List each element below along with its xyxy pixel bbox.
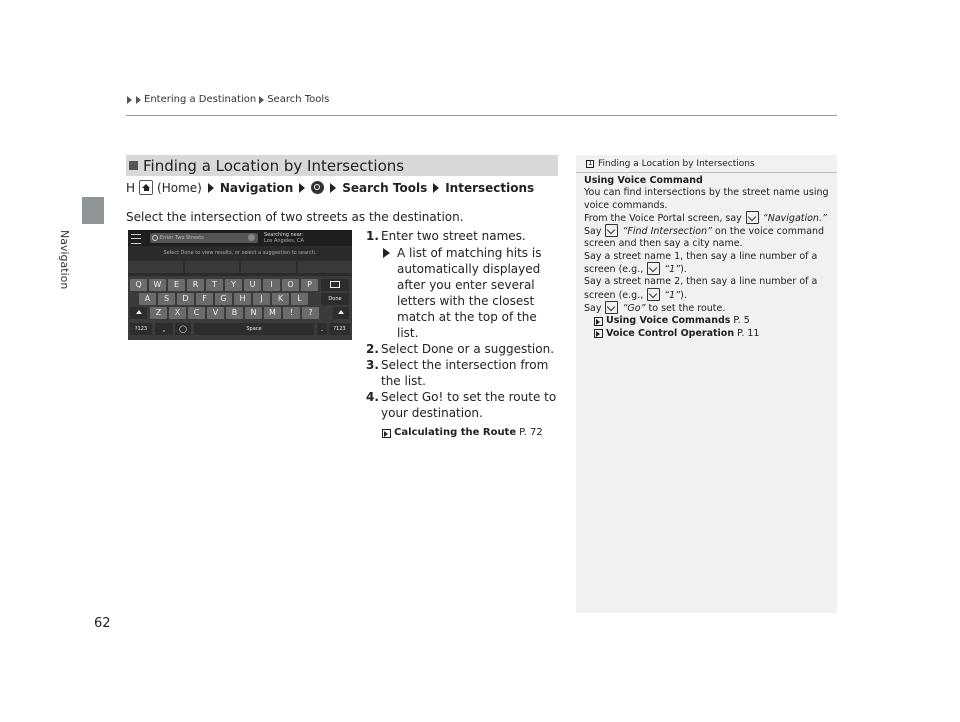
step-1: 1. Enter two street names. A list of matching hits is automatically displayed after you enter several letters with the closest match at the top of the list. [366,228,560,341]
search-input[interactable]: Enter Two Streets [150,233,258,243]
steps-list [366,228,560,441]
key[interactable]: K [272,293,289,305]
cross-reference[interactable]: Calculating the Route P. 72 [366,425,560,441]
path-item-intersections: Intersections [445,180,535,195]
screen-hint: Select Done to view results, or select a suggestion to search. [163,250,317,256]
sidebar-body: Using Voice Command You can find intersections by the street name using voice commands. From the Voice Portal screen, say “Navigation.” Say “Find Intersection” on the voice command screen and then say a city name. Say a street name 1, then say a line number of a screen (e.g., “1”). Say a street name 2, then say a line number of a screen (e.g., “1”). Say “Go” to set the route. Using Voice Commands P. 5 Voice Control Operation P. 11 [584,175,832,340]
talk-icon [605,301,618,314]
step-3: 3. Select the intersection from the list. [366,358,549,388]
suggestion-list [128,261,352,273]
shift-key-right[interactable] [333,307,349,319]
arrow-icon [433,183,439,193]
talk-icon [605,224,618,237]
search-icon [311,181,324,194]
intro-text: Select the intersection of two streets as the destination. [126,210,464,224]
cross-reference[interactable]: Using Voice Commands P. 5 [584,315,832,327]
comma-key[interactable]: , [155,323,173,335]
cross-reference[interactable]: Voice Control Operation P. 11 [584,328,832,340]
key[interactable]: E [168,279,185,291]
key[interactable]: N [245,307,262,319]
numbers-key-left[interactable]: ?123 [130,323,152,335]
key[interactable]: D [177,293,194,305]
globe-icon: ◯ [179,325,187,333]
section-square-icon [129,161,138,170]
key[interactable]: M [264,307,281,319]
page-number: 62 [94,616,111,631]
key[interactable]: L [291,293,308,305]
section-heading [126,155,558,176]
result-arrow-icon [383,248,390,258]
key[interactable]: F [196,293,213,305]
header-divider [126,115,837,116]
key[interactable]: O [282,279,299,291]
shift-icon [338,310,344,314]
shift-key-left[interactable] [130,307,147,319]
key[interactable]: J [253,293,270,305]
key[interactable]: I [263,279,280,291]
step-4: 4. Select Go! to set the route to your destination. [366,390,557,420]
menu-icon[interactable] [131,234,141,244]
ui-done: Done [421,342,454,356]
chapter-label: Navigation [57,230,71,290]
arrow-icon [259,96,264,104]
chapter-tab [82,197,104,224]
notes-sidebar [576,155,837,613]
key[interactable]: S [158,293,175,305]
arrow-icon [136,96,141,104]
key[interactable]: W [149,279,166,291]
key[interactable]: H [234,293,251,305]
breadcrumb-item: Entering a Destination [144,94,257,105]
key[interactable]: B [226,307,243,319]
language-key[interactable] [175,323,191,335]
arrow-icon [208,183,214,193]
key[interactable]: V [207,307,224,319]
key[interactable]: P [301,279,318,291]
clear-icon[interactable] [248,234,255,241]
talk-icon [647,262,660,275]
key[interactable]: ! [283,307,300,319]
menu-path [126,180,534,195]
backspace-key[interactable] [321,279,349,291]
arrow-icon [299,183,305,193]
key[interactable]: T [206,279,223,291]
reference-arrow-icon [594,317,603,326]
key[interactable]: X [169,307,186,319]
searching-near: Searching near: Los Angeles, CA [264,232,304,244]
reference-arrow-icon [382,429,391,438]
talk-icon [746,211,759,224]
key[interactable]: Y [225,279,242,291]
home-icon [139,180,153,195]
key[interactable]: A [139,293,156,305]
done-key[interactable]: Done [321,293,349,305]
note-marker-icon [586,160,594,168]
arrow-icon [330,183,336,193]
numbers-key-right[interactable]: ?123 [329,323,350,335]
path-item-navigation: Navigation [219,180,294,195]
period-key[interactable]: . [317,323,327,335]
sidebar-subheading: Using Voice Command [584,175,703,186]
talk-icon [647,288,660,301]
key[interactable]: G [215,293,232,305]
key[interactable]: U [244,279,261,291]
breadcrumb-item: Search Tools [267,94,330,105]
key[interactable]: Z [150,307,167,319]
breadcrumb [126,94,329,105]
ui-go: Go! [421,390,444,404]
keyboard [128,276,352,340]
arrow-icon [127,96,132,104]
reference-arrow-icon [594,329,603,338]
key[interactable]: Q [130,279,147,291]
navigation-screen-image [128,230,352,340]
key[interactable]: R [187,279,204,291]
shift-icon [136,310,142,314]
home-label: (Home) [157,180,202,195]
key[interactable]: C [188,307,205,319]
step-1-result: A list of matching hits is automatically displayed after you enter several letters with the closest match at the top of the list. [366,245,560,341]
space-key[interactable]: Space [194,323,314,335]
key[interactable]: ? [302,307,319,319]
path-prefix: H [126,180,136,195]
sidebar-heading: 1 Finding a Location by Intersections [586,159,755,169]
sidebar-divider [576,172,837,173]
step-2: 2. Select Done or a suggestion. [366,342,555,356]
section-title: Finding a Location by Intersections [143,156,405,175]
backspace-icon [330,281,340,288]
path-item-search-tools: Search Tools [342,180,428,195]
